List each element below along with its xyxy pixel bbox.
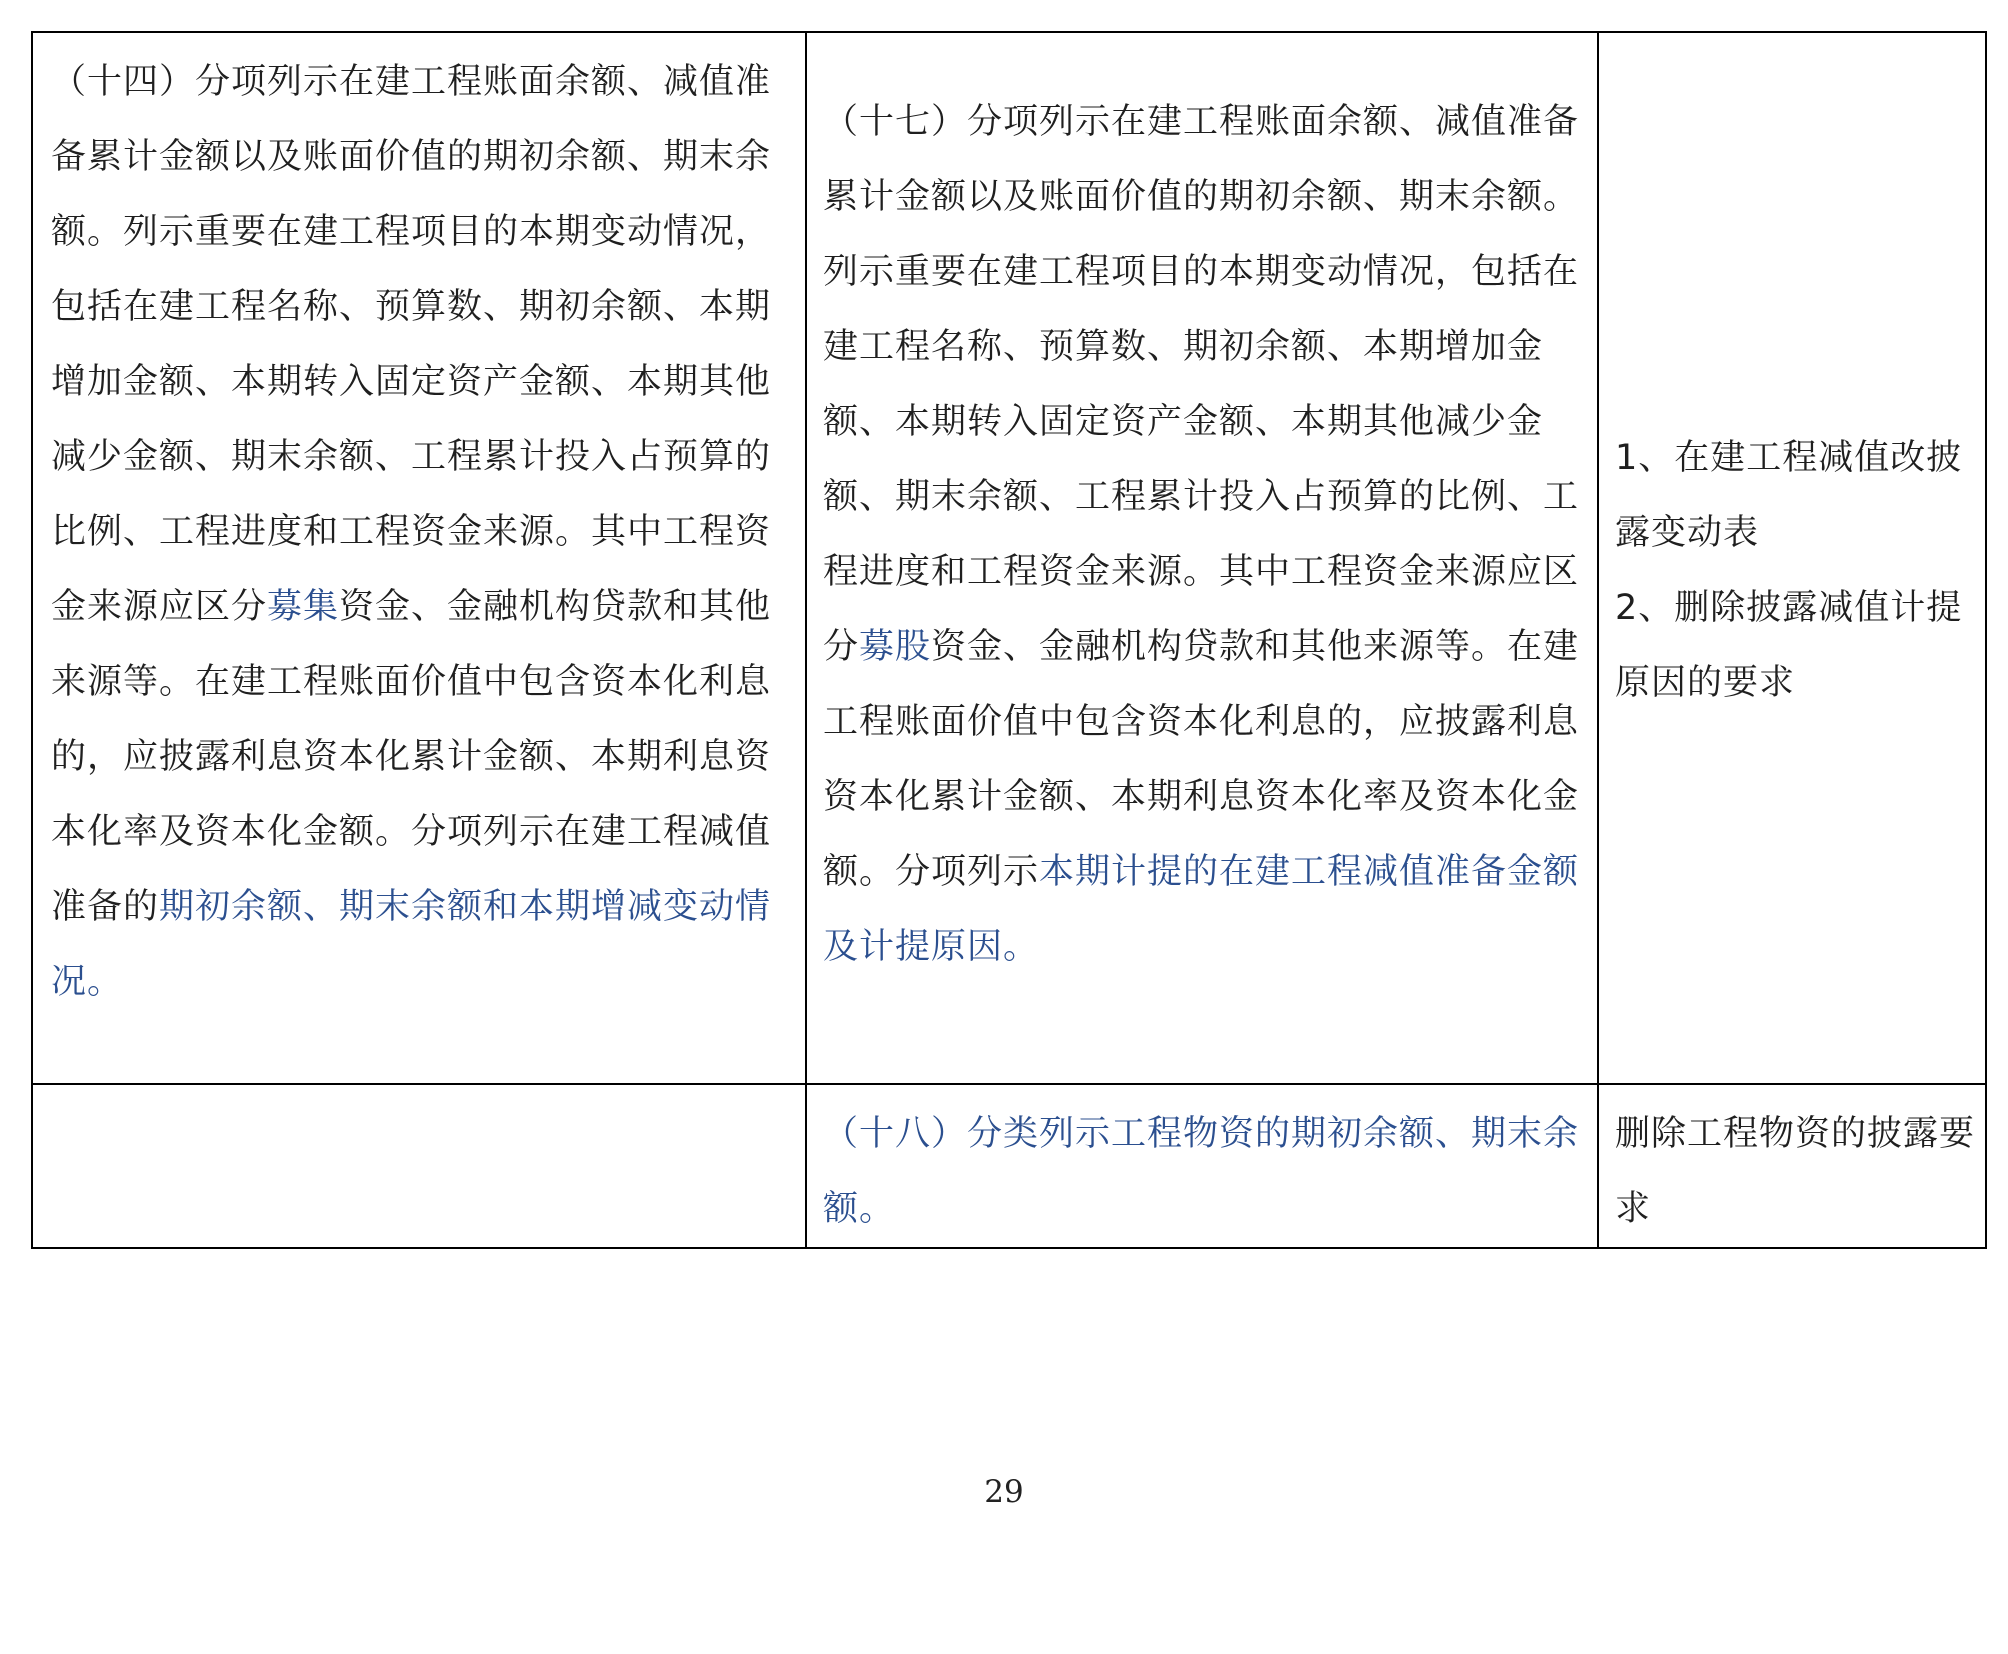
comparison-table xyxy=(31,31,1987,1249)
change-note-text xyxy=(1599,33,1985,721)
table-row xyxy=(32,32,1986,1084)
new-provision-cell xyxy=(806,1084,1598,1248)
highlighted-text: 募股 xyxy=(859,627,932,667)
change-note-line: 2、删除披露减值计提原因的要求 xyxy=(1615,588,1963,703)
highlighted-text: 本期计提的在建工程减值准备金额及计提原因。 xyxy=(823,852,1580,967)
new-provision-cell xyxy=(806,32,1598,1084)
highlighted-text: 募集 xyxy=(267,587,340,627)
old-provision-text xyxy=(33,1085,805,1097)
old-provision-cell xyxy=(32,32,806,1084)
change-note-cell xyxy=(1598,1084,1986,1248)
text-run: 资金、金融机构贷款和其他来源等。在建工程账面价值中包含资本化利息的，应披露利息资本化累计金额、本期利息资本化率及资本化金额。分项列示 xyxy=(823,627,1580,892)
change-note-text: 删除工程物资的披露要求 xyxy=(1615,1114,1976,1229)
new-provision-text: （十八）分类列示工程物资的期初余额、期末余额。 xyxy=(823,1114,1580,1229)
new-provision-text xyxy=(807,33,1597,985)
text-run: 资金、金融机构贷款和其他来源等。在建工程账面价值中包含资本化利息的，应披露利息资本化累计金额、本期利息资本化率及资本化金额。分项列示在建工程减值准备的 xyxy=(51,587,772,927)
old-provision-cell xyxy=(32,1084,806,1248)
change-note-line: 1、在建工程减值改披露变动表 xyxy=(1615,438,1963,553)
old-provision-text xyxy=(33,33,805,1020)
text-run: （十七）分项列示在建工程账面余额、减值准备累计金额以及账面价值的期初余额、期末余额。列示重要在建工程项目的本期变动情况，包括在建工程名称、预算数、期初余额、本期增加金额、本期转入固定资产金额、本期其他减少金额、期末余额、工程累计投入占预算的比例、工程进度和工程资金来源。其中工程资金来源应区分 xyxy=(823,102,1580,667)
table-row xyxy=(32,1084,1986,1248)
change-note-cell xyxy=(1598,32,1986,1084)
page-number: 29 xyxy=(984,1474,1024,1510)
text-run: （十四）分项列示在建工程账面余额、减值准备累计金额以及账面价值的期初余额、期末余额。列示重要在建工程项目的本期变动情况，包括在建工程名称、预算数、期初余额、本期增加金额、本期转入固定资产金额、本期其他减少金额、期末余额、工程累计投入占预算的比例、工程进度和工程资金来源。其中工程资金来源应区分 xyxy=(51,62,772,627)
highlighted-text: 期初余额、期末余额和本期增减变动情况。 xyxy=(51,887,772,1002)
